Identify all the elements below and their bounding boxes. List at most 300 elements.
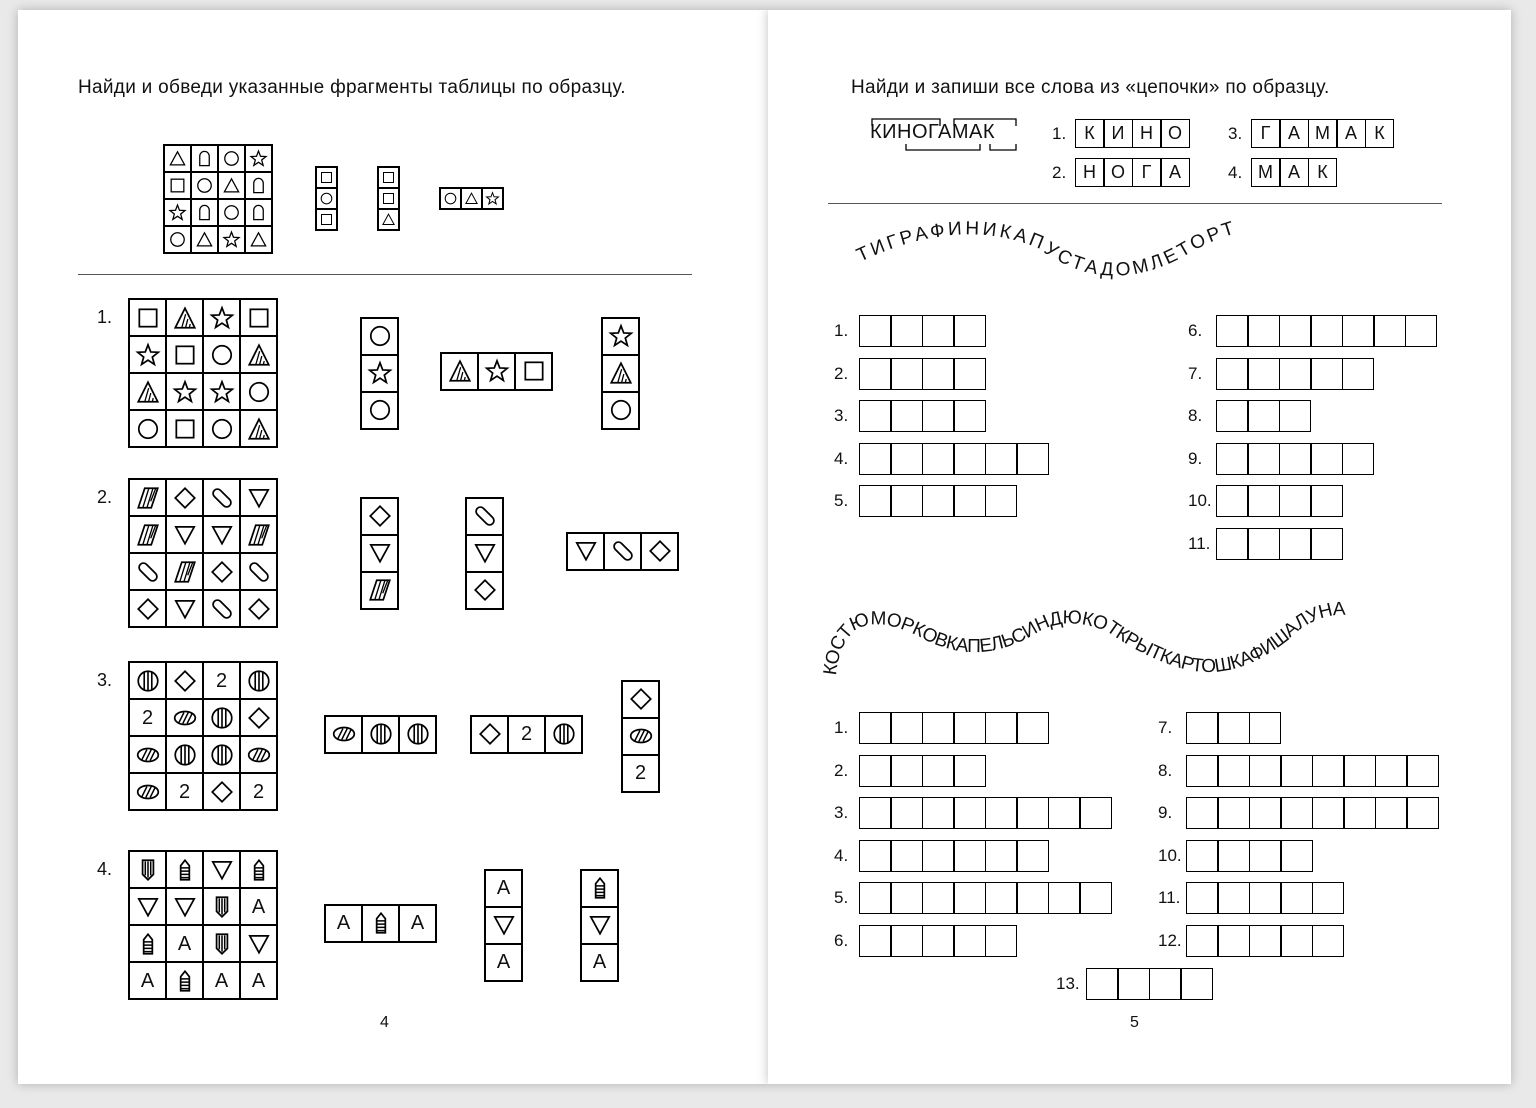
letter-box[interactable] (1018, 798, 1048, 828)
letter-box[interactable] (1345, 756, 1375, 786)
answer-number: 6. (834, 931, 849, 950)
letter-box[interactable] (1187, 798, 1217, 828)
grid-cell (241, 554, 276, 589)
answer-boxes[interactable] (1216, 358, 1374, 390)
diamond-symbol (367, 503, 393, 529)
word-chain (768, 10, 1511, 1084)
example-letter: А (1338, 120, 1365, 147)
letter-box[interactable] (955, 841, 985, 871)
grid-cell (219, 200, 244, 225)
task-number: 1. (97, 307, 113, 327)
answer-boxes[interactable] (859, 358, 986, 390)
letter-box[interactable] (892, 316, 922, 346)
star-symbol (135, 342, 161, 368)
letter-box[interactable] (1018, 883, 1048, 913)
letter-box[interactable] (892, 444, 922, 474)
grid-cell (241, 774, 276, 809)
letter-box[interactable] (860, 926, 890, 956)
letter-box[interactable] (986, 713, 1016, 743)
letter-box[interactable] (923, 401, 953, 431)
letter-box[interactable] (1282, 756, 1312, 786)
letter-box[interactable] (1250, 841, 1280, 871)
down-triangle-symbol (491, 912, 517, 938)
letter-box[interactable] (1280, 486, 1310, 516)
letter-box[interactable] (1282, 798, 1312, 828)
pill-symbol (246, 559, 272, 585)
grid-cell (642, 534, 677, 569)
letter-box[interactable] (1249, 316, 1279, 346)
letter-box[interactable] (1282, 883, 1312, 913)
grid-cell (130, 663, 165, 698)
grid-cell (241, 963, 276, 998)
answer-boxes[interactable] (859, 315, 986, 347)
grid-cell (167, 374, 202, 409)
letter-box[interactable] (955, 401, 985, 431)
letter-box[interactable] (955, 756, 985, 786)
letter-box[interactable] (892, 713, 922, 743)
grid-cell (192, 173, 217, 198)
left-instruction: Найди и обведи указанные фрагменты таблицы по образцу. (78, 77, 626, 98)
triangle-symbol (222, 176, 241, 195)
grid-cell (362, 393, 397, 428)
letter-box[interactable] (1249, 444, 1279, 474)
star-symbol (172, 379, 198, 405)
grid-cell (130, 774, 165, 809)
letter-box[interactable] (892, 486, 922, 516)
letter-box[interactable] (923, 444, 953, 474)
hatched-triangle-symbol (172, 305, 198, 331)
letter-box[interactable] (860, 713, 890, 743)
letter-box[interactable] (1345, 798, 1375, 828)
letter-box[interactable] (1018, 444, 1048, 474)
square-symbol (172, 416, 198, 442)
example-letter: Н (1076, 159, 1103, 186)
letter-box[interactable] (892, 883, 922, 913)
letter-box[interactable] (860, 883, 890, 913)
striped-oval-symbol (246, 742, 272, 768)
down-triangle-symbol (172, 894, 198, 920)
grid-cell (486, 945, 521, 980)
grid-cell (379, 189, 398, 208)
down-triangle-symbol (587, 912, 613, 938)
grid-cell (204, 411, 239, 446)
letter-box[interactable] (1250, 756, 1280, 786)
down-triangle-symbol (172, 522, 198, 548)
fragment-strip (360, 317, 399, 430)
grid-cell (130, 300, 165, 335)
grid-cell (167, 737, 202, 772)
letter-box[interactable] (1219, 798, 1249, 828)
letter-box[interactable] (923, 883, 953, 913)
letter-box[interactable] (1249, 529, 1279, 559)
letter-box[interactable] (1312, 444, 1342, 474)
square-symbol (246, 305, 272, 331)
letter-box[interactable] (1018, 713, 1048, 743)
pencil-symbol (172, 857, 198, 883)
grid-cell (582, 871, 617, 906)
square-symbol (381, 170, 396, 185)
letter-box[interactable] (1312, 316, 1342, 346)
shield-symbol (135, 857, 161, 883)
answer-boxes[interactable] (1186, 797, 1439, 829)
letter-box[interactable] (1312, 359, 1342, 389)
answer-number: 5. (834, 888, 849, 908)
striped-oval-symbol (135, 779, 161, 805)
letter-box[interactable] (923, 841, 953, 871)
grid-cell (241, 480, 276, 515)
grid-cell (516, 354, 551, 389)
down-triangle-symbol (246, 931, 272, 957)
pill-symbol (610, 538, 636, 564)
answer-boxes[interactable] (1186, 712, 1281, 744)
letter-box[interactable] (892, 359, 922, 389)
down-triangle-symbol (135, 894, 161, 920)
letter-box[interactable] (1018, 841, 1048, 871)
grid-cell (219, 146, 244, 171)
letter-box[interactable] (986, 841, 1016, 871)
letter-box[interactable] (923, 756, 953, 786)
symbol-grid (128, 661, 278, 811)
answer-boxes[interactable] (1216, 528, 1343, 560)
answer-number: 12. (1158, 931, 1182, 950)
letter-box[interactable] (923, 926, 953, 956)
letter-box[interactable] (1280, 444, 1310, 474)
letter-box[interactable] (986, 444, 1016, 474)
letter-box[interactable] (1343, 444, 1373, 474)
hatched-triangle-symbol (246, 342, 272, 368)
letter-box[interactable] (1375, 316, 1405, 346)
letter-box[interactable] (955, 926, 985, 956)
example-letter: Г (1252, 120, 1279, 147)
grid-cell (204, 737, 239, 772)
diamond-symbol (209, 779, 235, 805)
answer-boxes[interactable] (1216, 485, 1343, 517)
letter-box[interactable] (1049, 798, 1079, 828)
letter-box[interactable] (1282, 841, 1312, 871)
letter-box[interactable] (860, 798, 890, 828)
grid-cell (167, 852, 202, 887)
letter-box[interactable] (1250, 926, 1280, 956)
letter-box[interactable] (923, 359, 953, 389)
answer-boxes[interactable] (859, 400, 986, 432)
answer-boxes[interactable] (1216, 443, 1374, 475)
star-symbol (209, 379, 235, 405)
answer-number: 4. (834, 845, 849, 865)
letter-box[interactable] (923, 316, 953, 346)
square-symbol (172, 342, 198, 368)
letter-box[interactable] (986, 798, 1016, 828)
letter-box[interactable] (1187, 756, 1217, 786)
letter-box[interactable] (1250, 798, 1280, 828)
grid-cell (605, 534, 640, 569)
letter-box[interactable] (1217, 486, 1247, 516)
letter-box[interactable] (1408, 798, 1438, 828)
letter-box[interactable] (892, 798, 922, 828)
diamond-symbol (472, 577, 498, 603)
letter-box[interactable] (1217, 401, 1247, 431)
letter-box[interactable] (860, 444, 890, 474)
letter-box[interactable] (1081, 798, 1111, 828)
letter-box[interactable] (955, 486, 985, 516)
grid-cell (204, 963, 239, 998)
grid-cell (241, 337, 276, 372)
down-triangle-symbol (573, 538, 599, 564)
grid-cell (362, 356, 397, 391)
grid-cell (130, 737, 165, 772)
grid-cell (462, 189, 481, 208)
letter-box[interactable] (1343, 316, 1373, 346)
letter-a-symbol: A (177, 932, 192, 955)
letter-box[interactable] (1376, 756, 1406, 786)
answer-boxes[interactable] (859, 755, 986, 787)
letter-box[interactable] (986, 883, 1016, 913)
hatched-parallelogram-symbol (246, 522, 272, 548)
digit-two-symbol: 2 (215, 669, 228, 692)
grid-cell (241, 889, 276, 924)
letter-box[interactable] (955, 359, 985, 389)
down-triangle-symbol (209, 522, 235, 548)
grid-cell (167, 774, 202, 809)
letter-box[interactable] (1280, 401, 1310, 431)
pill-symbol (209, 485, 235, 511)
letter-box[interactable] (892, 926, 922, 956)
example-letter: А (1281, 120, 1308, 147)
letter-box[interactable] (1313, 883, 1343, 913)
answer-boxes[interactable] (1186, 755, 1439, 787)
answer-number: 7. (1158, 718, 1173, 737)
letter-box[interactable] (1343, 359, 1373, 389)
answer-number: 10. (1158, 845, 1182, 865)
grid-cell (167, 889, 202, 924)
letter-box[interactable] (1187, 841, 1217, 871)
letter-box[interactable] (955, 798, 985, 828)
symbol-grid (128, 298, 278, 448)
grid-cell (130, 852, 165, 887)
letter-a-symbol: A (214, 969, 229, 992)
letter-box[interactable] (1250, 883, 1280, 913)
letter-box[interactable] (1250, 713, 1280, 743)
answer-boxes[interactable] (859, 925, 1017, 957)
letter-box[interactable] (1313, 756, 1343, 786)
answer-boxes[interactable] (859, 443, 1049, 475)
answer-number: 11. (1158, 888, 1181, 908)
hatched-triangle-symbol (246, 416, 272, 442)
capsule-symbol (195, 203, 214, 222)
grid-cell (130, 889, 165, 924)
answer-boxes[interactable] (1216, 315, 1437, 347)
letter-box[interactable] (860, 841, 890, 871)
grid-cell (246, 146, 271, 171)
answer-boxes[interactable] (859, 712, 1049, 744)
diamond-symbol (628, 686, 654, 712)
letter-box[interactable] (1187, 883, 1217, 913)
letter-box[interactable] (1406, 316, 1436, 346)
pencil-symbol (246, 857, 272, 883)
answer-boxes[interactable] (1186, 840, 1313, 872)
letter-box[interactable] (955, 883, 985, 913)
down-triangle-symbol (172, 596, 198, 622)
striped-circle-symbol (405, 721, 431, 747)
grid-cell (167, 480, 202, 515)
diamond-symbol (246, 596, 272, 622)
down-triangle-symbol (209, 857, 235, 883)
grid-cell (467, 573, 502, 608)
letter-a-symbol: A (251, 895, 266, 918)
answer-boxes[interactable] (1186, 925, 1344, 957)
diamond-symbol (135, 596, 161, 622)
grid-cell (362, 319, 397, 354)
letter-a-symbol: A (592, 951, 607, 973)
pencil-symbol (135, 931, 161, 957)
letter-box[interactable] (1182, 969, 1212, 999)
symbol-grid (128, 478, 278, 628)
letter-box[interactable] (1217, 529, 1247, 559)
answer-number: 5. (834, 491, 849, 511)
letter-box[interactable] (1219, 713, 1249, 743)
letter-box[interactable] (1219, 926, 1249, 956)
grid-cell (165, 200, 190, 225)
letter-box[interactable] (1312, 529, 1342, 559)
star-symbol (249, 149, 268, 168)
letter-box[interactable] (1219, 756, 1249, 786)
grid-cell (167, 517, 202, 552)
answer-boxes[interactable] (859, 797, 1112, 829)
letter-box[interactable] (860, 486, 890, 516)
letter-box[interactable] (1249, 401, 1279, 431)
letter-box[interactable] (1217, 316, 1247, 346)
answer-number: 3. (834, 803, 849, 823)
letter-box[interactable] (955, 713, 985, 743)
answer-number: 1. (834, 321, 849, 340)
fragment-strip (440, 352, 553, 391)
fragment-strip (580, 869, 619, 982)
example-chain: КИНОГАМАК (870, 121, 996, 143)
letter-box[interactable] (923, 486, 953, 516)
letter-box[interactable] (1150, 969, 1180, 999)
answer-boxes[interactable] (1086, 968, 1213, 1000)
letter-box[interactable] (1087, 969, 1117, 999)
letter-box[interactable] (1217, 359, 1247, 389)
grid-cell (483, 189, 502, 208)
task-number: 3. (97, 670, 113, 690)
sample-grid (163, 144, 273, 254)
answer-number: 3. (1228, 124, 1243, 143)
letter-box[interactable] (892, 756, 922, 786)
answer-number: 2. (1052, 163, 1067, 182)
grid-cell (363, 717, 398, 752)
grid-cell (623, 719, 658, 754)
letter-box[interactable] (1249, 486, 1279, 516)
star-symbol (485, 191, 500, 206)
letter-box[interactable] (1280, 359, 1310, 389)
letter-box[interactable] (1081, 883, 1111, 913)
letter-box[interactable] (1313, 926, 1343, 956)
letter-box[interactable] (1280, 529, 1310, 559)
answer-boxes[interactable] (859, 840, 1049, 872)
letter-box[interactable] (1119, 969, 1149, 999)
letter-box[interactable] (860, 401, 890, 431)
grid-cell (326, 906, 361, 941)
page-number-right: 5 (1130, 1014, 1139, 1031)
answer-boxes[interactable] (859, 485, 1017, 517)
letter-box[interactable] (1376, 798, 1406, 828)
star-symbol (168, 203, 187, 222)
grid-cell (603, 319, 638, 354)
letter-box[interactable] (923, 798, 953, 828)
circle-symbol (209, 342, 235, 368)
letter-box[interactable] (1282, 926, 1312, 956)
letter-a-symbol: A (410, 912, 425, 934)
letter-box[interactable] (1187, 713, 1217, 743)
letter-box[interactable] (1219, 883, 1249, 913)
symbol-grid (128, 850, 278, 1000)
letter-box[interactable] (923, 713, 953, 743)
letter-box[interactable] (986, 926, 1016, 956)
letter-box[interactable] (892, 841, 922, 871)
letter-box[interactable] (1280, 316, 1310, 346)
grid-cell (241, 737, 276, 772)
pill-symbol (135, 559, 161, 585)
letter-box[interactable] (1219, 841, 1249, 871)
grid-cell (442, 354, 477, 389)
grid-cell (167, 663, 202, 698)
digit-two-symbol: 2 (634, 762, 647, 784)
letter-box[interactable] (860, 756, 890, 786)
letter-box[interactable] (955, 444, 985, 474)
diamond-symbol (246, 705, 272, 731)
letter-box[interactable] (1408, 756, 1438, 786)
letter-box[interactable] (1217, 444, 1247, 474)
example-letter: К (1076, 120, 1103, 147)
grid-cell (379, 168, 398, 187)
digit-two-symbol: 2 (178, 780, 191, 803)
sample-fragment (377, 166, 400, 231)
letter-box[interactable] (1049, 883, 1079, 913)
answer-boxes[interactable] (1186, 882, 1344, 914)
grid-cell (362, 536, 397, 571)
letter-box[interactable] (1313, 798, 1343, 828)
grid-cell (568, 534, 603, 569)
grid-cell (603, 393, 638, 428)
letter-box[interactable] (860, 316, 890, 346)
letter-box[interactable] (986, 486, 1016, 516)
answer-number: 10. (1188, 491, 1212, 511)
grid-cell (546, 717, 581, 752)
letter-box[interactable] (955, 316, 985, 346)
example-letter: О (1105, 159, 1132, 186)
answer-number: 2. (834, 363, 849, 383)
example-letter: О (1162, 120, 1189, 147)
hatched-triangle-symbol (135, 379, 161, 405)
right-instruction: Найди и запиши все слова из «цепочки» по образцу. (851, 77, 1330, 98)
letter-box[interactable] (1312, 486, 1342, 516)
svg-text:ТИГРАФИНИКАПУСТАДОМЛЕТОРТ: ТИГРАФИНИКАПУСТАДОМЛЕТОРТ (853, 217, 1240, 281)
pill-symbol (472, 503, 498, 529)
grid-cell (467, 536, 502, 571)
letter-box[interactable] (1249, 359, 1279, 389)
letter-box[interactable] (860, 359, 890, 389)
grid-cell (204, 480, 239, 515)
letter-box[interactable] (892, 401, 922, 431)
left-divider (78, 274, 692, 275)
grid-cell (165, 146, 190, 171)
answer-boxes[interactable] (1216, 400, 1311, 432)
grid-cell (219, 173, 244, 198)
task-number: 4. (97, 859, 113, 879)
letter-box[interactable] (1187, 926, 1217, 956)
left-page (18, 10, 768, 1084)
answer-boxes[interactable] (859, 882, 1112, 914)
